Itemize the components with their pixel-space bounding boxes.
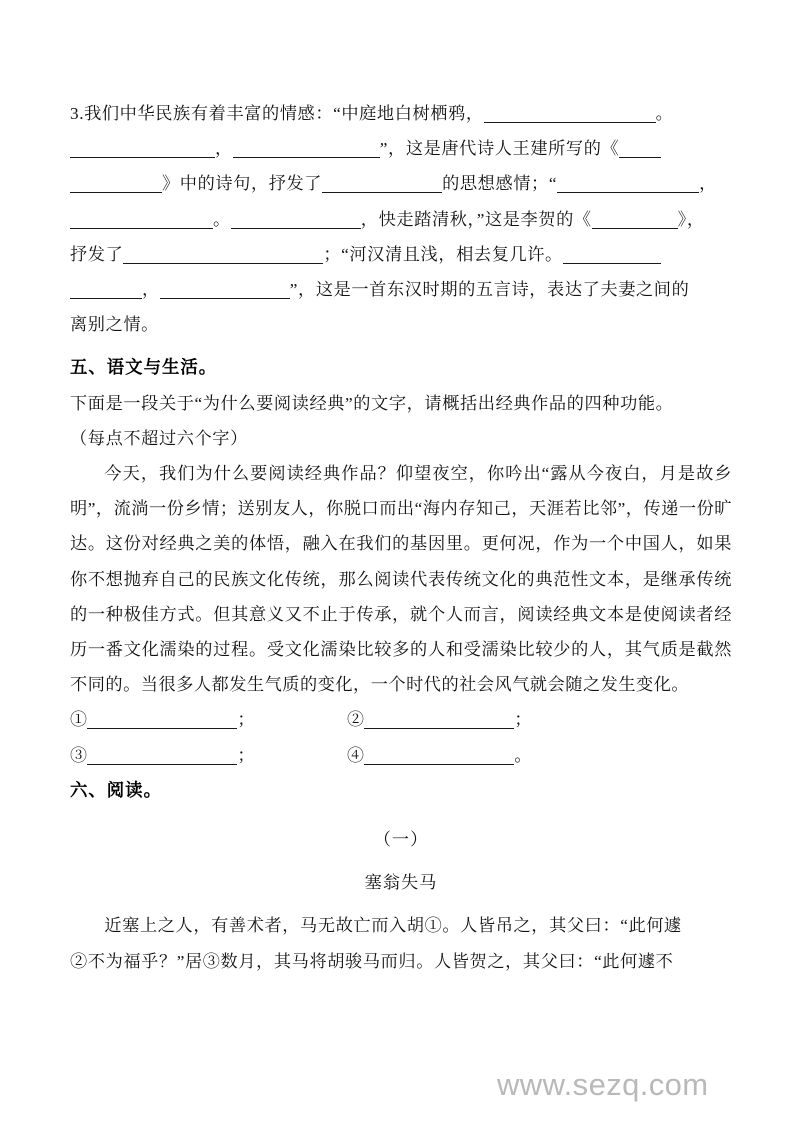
answer-terminator-3: ；	[237, 745, 255, 765]
section-5-prompt-line-1: 下面是一段关于“为什么要阅读经典”的文字，请概括出经典作品的四种功能。	[70, 393, 674, 413]
reading-passage-line-2: ②不为福乎？”居③数月，其马将胡骏马而归。人皆贺之，其父曰：“此何遽不	[70, 951, 674, 971]
question-3-text-i: ，快走踏清秋，”这是李贺的《	[360, 209, 592, 229]
blank-4a[interactable]	[619, 140, 661, 158]
answer-terminator-2: ；	[514, 710, 532, 730]
question-3-line-5	[70, 237, 732, 272]
blank-3[interactable]	[233, 140, 380, 158]
question-3-text-l: ；“河汉清且浅，相去复几许。	[323, 244, 563, 264]
answer-item-1	[70, 702, 255, 737]
site-watermark: www.sezq.com	[497, 1067, 709, 1102]
answer-marker-4: ④	[347, 745, 365, 765]
spacer-before-passage-title	[70, 857, 732, 865]
blank-10[interactable]	[123, 246, 323, 264]
reading-passage-title: 塞翁失马	[364, 873, 438, 893]
answer-row-1	[70, 702, 732, 737]
reading-group-label: （一）	[373, 830, 429, 850]
blank-11b[interactable]	[70, 281, 142, 299]
answer-blank-2[interactable]	[364, 711, 514, 729]
question-3-text-d: ”，这是唐代诗人王建所写的《	[379, 139, 620, 159]
reading-passage-line-1: 近塞上之人，有善术者，马无故亡而入胡①。人皆吊之，其父曰：“此何遽	[104, 916, 682, 936]
question-3-text-c: ，	[215, 139, 233, 159]
question-3-text-h: 。	[213, 209, 231, 229]
answer-blank-3[interactable]	[87, 747, 237, 765]
question-3-text-a: 我们中华民族有着丰富的情感：“中庭地白树栖鸦，	[84, 104, 484, 123]
question-3-text-n: ”，这是一首东汉时期的五言诗，表达了夫妻之间的	[289, 280, 690, 300]
answer-marker-3: ③	[70, 745, 88, 765]
question-3-line-3	[70, 166, 732, 201]
blank-11a[interactable]	[563, 246, 661, 264]
answer-item-3	[70, 738, 255, 773]
question-3-line-2	[70, 131, 732, 166]
question-3-text-k: 抒发了	[70, 244, 124, 264]
section-5-prompt-line-2: （每点不超过六个字）	[70, 428, 248, 448]
spacer-before-passage-body	[70, 900, 732, 908]
spacer-before-section-5	[70, 342, 732, 350]
answer-terminator-1: ；	[237, 710, 255, 730]
answer-item-2	[347, 702, 532, 737]
question-3-line-4	[70, 202, 732, 237]
blank-12[interactable]	[160, 281, 290, 299]
question-3	[70, 96, 732, 342]
blank-7[interactable]	[70, 211, 213, 229]
blank-8[interactable]	[231, 211, 361, 229]
answer-marker-2: ②	[347, 710, 365, 730]
question-3-text-g: ，	[699, 174, 717, 194]
question-3-text-e: 》中的诗句，抒发了	[162, 174, 323, 194]
answer-item-4	[347, 738, 532, 773]
answer-row-2	[70, 738, 732, 773]
answer-blank-1[interactable]	[87, 711, 237, 729]
question-3-text-b: 。	[655, 104, 674, 123]
blank-1[interactable]	[484, 105, 656, 123]
section-5-passage: 今天，我们为什么要阅读经典作品？仰望夜空，你吟出“露从今夜白，月是故乡明”，流淌一份乡情；送别友人，你脱口而出“海内存知己，天涯若比邻”，传递一份旷达。这份对经典之美的体悟，融入在我们的基因里。更何况，作为一个中国人，如果你不想抛弃自己的民族文化传统，那么阅读代表传统文化的典范性文本，是继承传统的一种极佳方式。但其意义又不止于传承，就个人而言，阅读经典文本是使阅读者经历一番文化濡染的过程。受文化濡染比较多的人和受濡染比较少的人，其气质是截然不同的。当很多人都发生气质的变化，一个时代的社会风气就会随之发生变化。	[70, 464, 732, 695]
answer-terminator-4: 。	[514, 745, 532, 765]
question-3-number: 3.	[70, 104, 85, 123]
question-3-text-f: 的思想感情；“	[442, 174, 558, 194]
question-3-text-m: ，	[142, 280, 160, 300]
answer-marker-1: ①	[70, 710, 88, 730]
question-3-line-6	[70, 272, 732, 307]
blank-5[interactable]	[322, 175, 442, 193]
page-content	[70, 96, 732, 979]
question-3-line-7: 离别之情。	[70, 315, 159, 335]
question-3-text-j: 》，	[677, 209, 705, 229]
section-5-heading: 五、语文与生活。	[70, 357, 218, 378]
section-6-heading: 六、阅读。	[70, 779, 162, 800]
blank-4b[interactable]	[70, 175, 162, 193]
blank-9[interactable]	[592, 211, 678, 229]
answer-blank-4[interactable]	[364, 747, 514, 765]
blank-2[interactable]	[70, 140, 215, 158]
spacer-before-group-label	[70, 808, 732, 822]
question-3-line-1	[70, 96, 732, 131]
blank-6[interactable]	[557, 175, 699, 193]
